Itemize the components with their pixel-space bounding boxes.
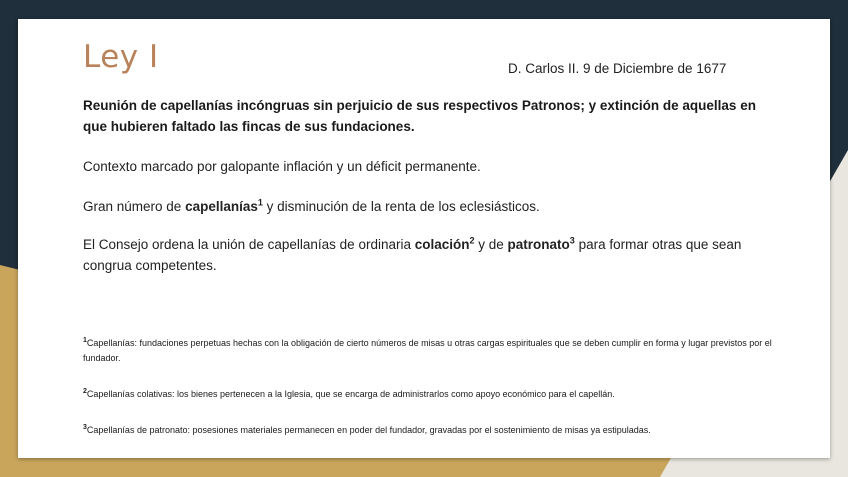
footnote-text: Capellanías: fundaciones perpetuas hechas con la obligación de cierto números de misas u otras cargas espirituales que se deben cumplir en forma y lugar previstos por el fundador. xyxy=(83,338,772,363)
paragraph-capellanias xyxy=(83,196,783,217)
footnote-ref-3: 3 xyxy=(569,235,575,246)
term-colacion: colación xyxy=(414,237,470,252)
date-label: D. Carlos II. 9 de Diciembre de 1677 xyxy=(508,61,727,76)
slide-title: Ley I xyxy=(83,39,159,75)
text-segment: y disminución de la renta de los eclesiásticos. xyxy=(262,199,540,214)
footnote-3 xyxy=(83,423,783,438)
text-segment: para formar otras que sean congrua competentes. xyxy=(83,237,742,273)
context-paragraph: Contexto marcado por galopante inflación y un déficit permanente. xyxy=(83,159,481,174)
text-segment: El Consejo ordena la unión de capellanías de ordinaria xyxy=(83,237,415,252)
term-patronato: patronato xyxy=(507,237,570,252)
term-capellanias: capellanías xyxy=(185,199,258,214)
footnote-ref-2: 2 xyxy=(469,235,475,246)
footnote-text: Capellanías colativas: los bienes pertenecen a la Iglesia, que se encarga de administrarlos como apoyo económico para el capellán. xyxy=(86,389,615,399)
footnote-number: 3 xyxy=(83,424,87,431)
footnote-text: Capellanías de patronato: posesiones materiales permanecen en poder del fundador, gravadas por el sostenimiento de misas ya estipuladas. xyxy=(86,425,651,435)
footnote-ref-1: 1 xyxy=(257,197,263,208)
text-segment: Gran número de xyxy=(83,199,186,214)
law-heading: Reunión de capellanías incóngruas sin perjuicio de sus respectivos Patronos; y extinción de aquellas en que hubieren faltado las fincas de sus fundaciones. xyxy=(83,98,756,134)
text-segment: y de xyxy=(474,237,508,252)
footnote-number: 1 xyxy=(83,337,87,344)
slide-card xyxy=(18,19,830,458)
footnote-number: 2 xyxy=(83,388,87,395)
footnote-2 xyxy=(83,387,783,402)
footnote-1 xyxy=(83,336,783,366)
paragraph-consejo xyxy=(83,234,783,276)
